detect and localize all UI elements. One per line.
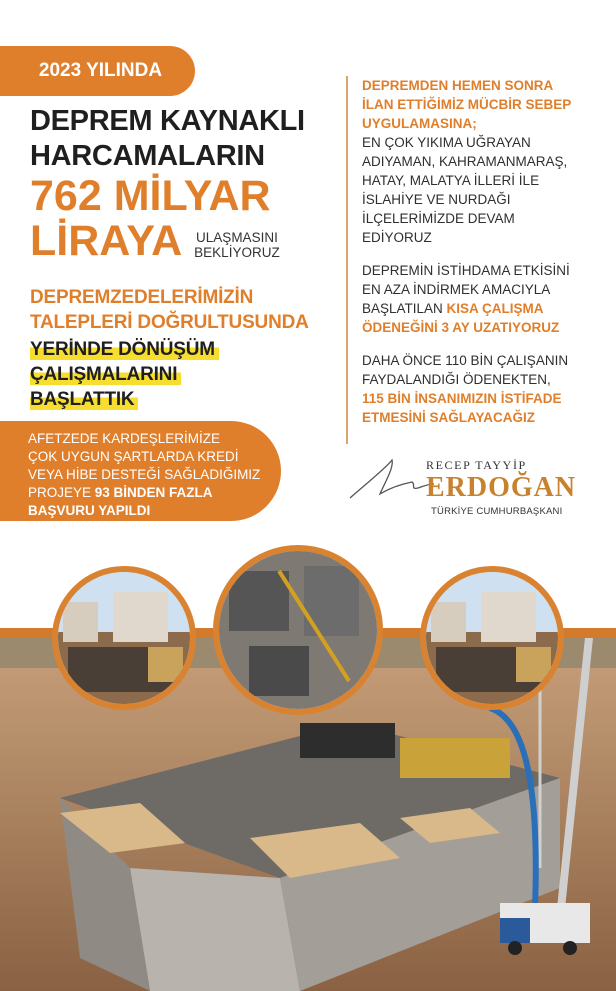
applications-line-5 xyxy=(28,502,281,520)
signature-title: TÜRKİYE CUMHURBAŞKANI xyxy=(431,506,563,517)
photo-circle-center xyxy=(213,545,383,715)
allowance-paragraph xyxy=(362,351,608,427)
transformation-block xyxy=(30,285,330,410)
applications-line-1: AFETZEDE KARDEŞLERİMİZE xyxy=(28,431,221,446)
right-column xyxy=(346,76,608,444)
p3-line-4: ETMESİNİ SAĞLAYACAĞIZ xyxy=(362,410,536,425)
p1-line-1: EN ÇOK YIKIMA UĞRAYAN xyxy=(362,135,531,150)
transformation-line-1: DEPREMZEDELERİMİZİN xyxy=(30,287,254,308)
amount-suffix-line-1: ULAŞMASINI xyxy=(196,230,278,245)
applications-line-2: ÇOK UYGUN ŞARTLARDA KREDİ xyxy=(28,449,239,464)
p1-orange-3: UYGULAMASINA; xyxy=(362,116,477,131)
photo-circle-left xyxy=(52,566,196,710)
p2-line-3-orange: KISA ÇALIŞMA xyxy=(446,301,544,316)
signature-first-names: RECEP TAYYİP xyxy=(426,458,527,472)
highlight-line-2: ÇALIŞMALARINI xyxy=(30,364,181,385)
signature-surname: ERDOĞAN xyxy=(426,472,577,503)
amount-line-1: 762 MİLYAR xyxy=(30,172,271,220)
photo-circle-right xyxy=(420,566,564,710)
p1-line-6: EDİYORUZ xyxy=(362,230,432,245)
p2-line-2: EN AZA İNDİRMEK AMACIYLA xyxy=(362,282,551,297)
applications-count: 93 BİNDEN FAZLA xyxy=(94,485,213,500)
year-badge xyxy=(0,46,195,96)
p1-line-4: İSLAHİYE VE NURDAĞI xyxy=(362,192,511,207)
headline-line-2: HARCAMALARIN xyxy=(30,140,265,172)
p1-orange-1: DEPREMDEN HEMEN SONRA xyxy=(362,78,554,93)
p1-orange-2: İLAN ETTİĞİMİZ MÜCBİR SEBEP xyxy=(362,97,572,112)
applications-line-4 xyxy=(28,484,281,502)
p3-line-2: FAYDALANDIĞI ÖDENEKTEN, xyxy=(362,372,551,387)
photo-circle-right-image xyxy=(426,572,558,704)
headline xyxy=(30,104,330,264)
p1-line-3: HATAY, MALATYA İLLERİ İLE xyxy=(362,173,540,188)
highlight-line-1: YERİNDE DÖNÜŞÜM xyxy=(30,339,219,360)
year-label: 2023 YILINDA xyxy=(38,60,163,81)
signature-scribble xyxy=(346,454,436,504)
employment-paragraph xyxy=(362,261,608,337)
applications-line-3: VEYA HİBE DESTEĞİ SAĞLADIĞIMIZ xyxy=(28,467,261,482)
amount-line-2: LİRAYA xyxy=(30,217,183,265)
amount-suffix xyxy=(194,230,280,260)
applications-line-4-prefix: PROJEYE xyxy=(28,485,95,500)
p2-line-4: ÖDENEĞİNİ 3 AY UZATIYORUZ xyxy=(362,320,560,335)
p3-line-1: DAHA ÖNCE 110 BİN ÇALIŞANIN xyxy=(362,353,569,368)
photo-circle-left-image xyxy=(58,572,190,704)
amount-suffix-line-2: BEKLİYORUZ xyxy=(194,245,280,260)
p3-line-3: 115 BİN İNSANIMIZIN İSTİFADE xyxy=(362,391,562,406)
p2-line-3-prefix: BAŞLATILAN xyxy=(362,301,447,316)
applications-line-5-text: BAŞVURU YAPILDI xyxy=(28,503,151,518)
p2-line-3 xyxy=(362,299,608,318)
p1-line-5: İLÇELERİMİZDE DEVAM xyxy=(362,211,515,226)
force-majeure-paragraph xyxy=(362,76,608,247)
p2-line-1: DEPREMİN İSTİHDAMA ETKİSİNİ xyxy=(362,263,570,278)
photo-circle-center-image xyxy=(219,551,377,709)
signature-block xyxy=(346,452,586,522)
headline-line-1: DEPREM KAYNAKLI xyxy=(30,105,305,137)
transformation-line-2: TALEPLERİ DOĞRULTUSUNDA xyxy=(30,312,309,333)
applications-pill xyxy=(0,421,281,521)
p1-line-2: ADIYAMAN, KAHRAMANMARAŞ, xyxy=(362,154,568,169)
highlight-line-3: BAŞLATTIK xyxy=(30,389,138,410)
